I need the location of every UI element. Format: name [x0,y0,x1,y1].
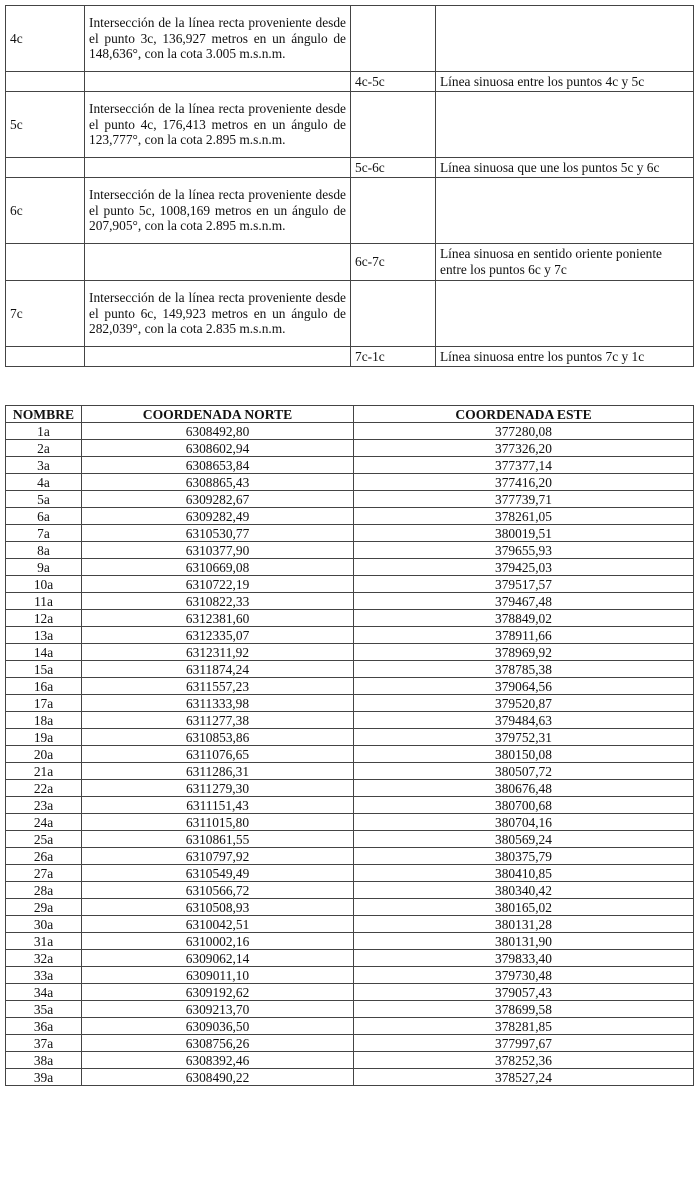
coordinate-row [6,593,694,610]
coordinate-row [6,678,694,695]
coordinate-row [6,491,694,508]
segment-description-cell: Línea sinuosa entre los puntos 4c y 5c [436,72,694,92]
segment-name-cell [351,6,436,72]
east-coordinate-cell: 380507,72 [354,763,694,780]
segment-description-cell: Línea sinuosa entre los puntos 7c y 1c [436,347,694,367]
east-coordinate-cell: 379057,43 [354,984,694,1001]
north-coordinate-cell: 6311279,30 [82,780,354,797]
east-coordinate-cell: 379833,40 [354,950,694,967]
north-coordinate-cell: 6309011,10 [82,967,354,984]
north-coordinate-cell: 6310566,72 [82,882,354,899]
north-coordinate-cell: 6310669,08 [82,559,354,576]
north-coordinate-cell: 6308392,46 [82,1052,354,1069]
point-description-cell [85,244,351,281]
coordinate-row [6,661,694,678]
east-coordinate-cell: 380150,08 [354,746,694,763]
boundary-segments-body [6,6,694,367]
north-coordinate-cell: 6308756,26 [82,1035,354,1052]
coordinate-row [6,440,694,457]
segment-row [6,72,694,92]
point-name-cell: 22a [6,780,82,797]
east-coordinate-cell: 378281,85 [354,1018,694,1035]
coordinate-row [6,644,694,661]
coordinate-row [6,933,694,950]
east-coordinate-cell: 380569,24 [354,831,694,848]
point-name-cell: 24a [6,814,82,831]
north-coordinate-cell: 6310377,90 [82,542,354,559]
east-coordinate-cell: 380019,51 [354,525,694,542]
north-coordinate-cell: 6310797,92 [82,848,354,865]
point-name-cell: 9a [6,559,82,576]
coordinate-row [6,695,694,712]
segment-row [6,158,694,178]
point-name-cell: 4c [6,6,85,72]
point-name-cell: 7c [6,281,85,347]
east-coordinate-cell: 380676,48 [354,780,694,797]
coordinates-body [6,423,694,1086]
east-coordinate-cell: 380700,68 [354,797,694,814]
east-coordinate-cell: 379520,87 [354,695,694,712]
point-name-cell: 8a [6,542,82,559]
point-name-cell: 10a [6,576,82,593]
north-coordinate-cell: 6311076,65 [82,746,354,763]
point-description-cell: Intersección de la línea recta proveniente desde el punto 5c, 1008,169 metros en un ángulo de 207,905°, con la cota 2.895 m.s.n.m. [85,178,351,244]
east-coordinate-cell: 377326,20 [354,440,694,457]
point-row [6,92,694,158]
point-name-cell: 12a [6,610,82,627]
east-coordinate-cell: 378785,38 [354,661,694,678]
coordinate-row [6,1069,694,1086]
point-name-cell: 13a [6,627,82,644]
east-coordinate-cell: 380704,16 [354,814,694,831]
north-coordinate-cell: 6312335,07 [82,627,354,644]
north-coordinate-cell: 6309062,14 [82,950,354,967]
north-coordinate-cell: 6310853,86 [82,729,354,746]
coordinate-row [6,712,694,729]
east-coordinate-cell: 378911,66 [354,627,694,644]
north-coordinate-cell: 6311015,80 [82,814,354,831]
east-coordinate-cell: 378699,58 [354,1001,694,1018]
point-name-cell [6,158,85,178]
north-coordinate-cell: 6310508,93 [82,899,354,916]
coordinate-row [6,780,694,797]
point-name-cell: 20a [6,746,82,763]
coordinate-row [6,967,694,984]
north-coordinate-cell: 6310861,55 [82,831,354,848]
east-coordinate-cell: 380410,85 [354,865,694,882]
north-coordinate-cell: 6309213,70 [82,1001,354,1018]
east-coordinate-cell: 379484,63 [354,712,694,729]
segment-name-cell: 7c-1c [351,347,436,367]
east-coordinate-cell: 379655,93 [354,542,694,559]
north-coordinate-cell: 6308653,84 [82,457,354,474]
coordinate-row [6,882,694,899]
coordinate-row [6,559,694,576]
east-coordinate-cell: 378527,24 [354,1069,694,1086]
point-name-cell: 21a [6,763,82,780]
coordinate-row [6,1052,694,1069]
coordinate-row [6,729,694,746]
point-row [6,178,694,244]
point-name-cell: 15a [6,661,82,678]
north-coordinate-cell: 6309282,49 [82,508,354,525]
east-coordinate-cell: 379425,03 [354,559,694,576]
coordinate-row [6,508,694,525]
segment-description-cell [436,178,694,244]
east-coordinate-cell: 377377,14 [354,457,694,474]
east-coordinate-cell: 379730,48 [354,967,694,984]
east-coordinate-cell: 377997,67 [354,1035,694,1052]
north-coordinate-cell: 6308602,94 [82,440,354,457]
point-description-cell: Intersección de la línea recta proveniente desde el punto 4c, 176,413 metros en un ángulo de 123,777°, con la cota 2.895 m.s.n.m. [85,92,351,158]
coordinate-row [6,457,694,474]
east-coordinate-cell: 379064,56 [354,678,694,695]
header-coordenada-norte: COORDENADA NORTE [82,406,354,423]
north-coordinate-cell: 6311286,31 [82,763,354,780]
coordinate-row [6,610,694,627]
coordinate-row [6,746,694,763]
point-name-cell: 5a [6,491,82,508]
segment-name-cell: 5c-6c [351,158,436,178]
north-coordinate-cell: 6308865,43 [82,474,354,491]
east-coordinate-cell: 379517,57 [354,576,694,593]
point-name-cell: 7a [6,525,82,542]
coordinate-row [6,627,694,644]
coordinate-row [6,865,694,882]
point-description-cell [85,158,351,178]
point-name-cell: 2a [6,440,82,457]
coordinate-row [6,797,694,814]
point-description-cell [85,347,351,367]
north-coordinate-cell: 6311151,43 [82,797,354,814]
point-name-cell: 33a [6,967,82,984]
segment-description-cell [436,92,694,158]
point-name-cell: 1a [6,423,82,440]
east-coordinate-cell: 378252,36 [354,1052,694,1069]
segment-description-cell [436,6,694,72]
point-name-cell: 17a [6,695,82,712]
east-coordinate-cell: 379752,31 [354,729,694,746]
point-name-cell [6,244,85,281]
coordinate-row [6,916,694,933]
north-coordinate-cell: 6308490,22 [82,1069,354,1086]
segment-name-cell: 4c-5c [351,72,436,92]
coordinate-row [6,576,694,593]
point-name-cell [6,347,85,367]
point-name-cell: 18a [6,712,82,729]
east-coordinate-cell: 379467,48 [354,593,694,610]
north-coordinate-cell: 6311557,23 [82,678,354,695]
coordinate-row [6,848,694,865]
segment-description-cell: Línea sinuosa que une los puntos 5c y 6c [436,158,694,178]
segment-row [6,244,694,281]
point-name-cell: 29a [6,899,82,916]
east-coordinate-cell: 378849,02 [354,610,694,627]
east-coordinate-cell: 380131,90 [354,933,694,950]
header-nombre: NOMBRE [6,406,82,423]
north-coordinate-cell: 6311333,98 [82,695,354,712]
coordinate-row [6,984,694,1001]
point-name-cell: 6c [6,178,85,244]
point-name-cell: 11a [6,593,82,610]
boundary-segments-table [5,5,694,367]
north-coordinate-cell: 6310002,16 [82,933,354,950]
east-coordinate-cell: 378261,05 [354,508,694,525]
east-coordinate-cell: 380165,02 [354,899,694,916]
north-coordinate-cell: 6311874,24 [82,661,354,678]
east-coordinate-cell: 377739,71 [354,491,694,508]
segment-description-cell [436,281,694,347]
north-coordinate-cell: 6310549,49 [82,865,354,882]
point-name-cell: 23a [6,797,82,814]
north-coordinate-cell: 6310822,33 [82,593,354,610]
point-name-cell: 4a [6,474,82,491]
coordinate-row [6,1001,694,1018]
point-name-cell: 35a [6,1001,82,1018]
point-name-cell: 30a [6,916,82,933]
east-coordinate-cell: 377280,08 [354,423,694,440]
coordinate-row [6,1035,694,1052]
north-coordinate-cell: 6309036,50 [82,1018,354,1035]
point-description-cell: Intersección de la línea recta proveniente desde el punto 3c, 136,927 metros en un ángulo de 148,636°, con la cota 3.005 m.s.n.m. [85,6,351,72]
north-coordinate-cell: 6309282,67 [82,491,354,508]
north-coordinate-cell: 6310530,77 [82,525,354,542]
point-name-cell: 39a [6,1069,82,1086]
point-name-cell: 31a [6,933,82,950]
point-name-cell: 28a [6,882,82,899]
east-coordinate-cell: 380131,28 [354,916,694,933]
point-name-cell: 27a [6,865,82,882]
point-name-cell: 26a [6,848,82,865]
coordinate-row [6,542,694,559]
coordinate-row [6,525,694,542]
east-coordinate-cell: 378969,92 [354,644,694,661]
header-coordenada-este: COORDENADA ESTE [354,406,694,423]
point-name-cell: 14a [6,644,82,661]
point-name-cell: 38a [6,1052,82,1069]
point-name-cell: 19a [6,729,82,746]
point-name-cell: 36a [6,1018,82,1035]
north-coordinate-cell: 6311277,38 [82,712,354,729]
north-coordinate-cell: 6308492,80 [82,423,354,440]
coordinate-row [6,950,694,967]
point-name-cell: 3a [6,457,82,474]
segment-description-cell: Línea sinuosa en sentido oriente poniente entre los puntos 6c y 7c [436,244,694,281]
point-description-cell: Intersección de la línea recta proveniente desde el punto 6c, 149,923 metros en un ángulo de 282,039°, con la cota 2.835 m.s.n.m. [85,281,351,347]
point-description-cell [85,72,351,92]
point-name-cell: 25a [6,831,82,848]
coordinate-row [6,814,694,831]
north-coordinate-cell: 6310722,19 [82,576,354,593]
point-row [6,281,694,347]
north-coordinate-cell: 6310042,51 [82,916,354,933]
north-coordinate-cell: 6312311,92 [82,644,354,661]
east-coordinate-cell: 380340,42 [354,882,694,899]
point-name-cell: 16a [6,678,82,695]
coordinates-table [5,405,694,1086]
coordinate-row [6,899,694,916]
point-name-cell: 37a [6,1035,82,1052]
segment-name-cell: 6c-7c [351,244,436,281]
north-coordinate-cell: 6309192,62 [82,984,354,1001]
coordinates-header-row [6,406,694,423]
east-coordinate-cell: 377416,20 [354,474,694,491]
coordinate-row [6,423,694,440]
east-coordinate-cell: 380375,79 [354,848,694,865]
segment-name-cell [351,281,436,347]
point-name-cell: 6a [6,508,82,525]
coordinate-row [6,474,694,491]
point-row [6,6,694,72]
point-name-cell: 34a [6,984,82,1001]
point-name-cell [6,72,85,92]
point-name-cell: 5c [6,92,85,158]
point-name-cell: 32a [6,950,82,967]
coordinate-row [6,831,694,848]
north-coordinate-cell: 6312381,60 [82,610,354,627]
segment-name-cell [351,178,436,244]
coordinate-row [6,763,694,780]
segment-name-cell [351,92,436,158]
coordinate-row [6,1018,694,1035]
segment-row [6,347,694,367]
